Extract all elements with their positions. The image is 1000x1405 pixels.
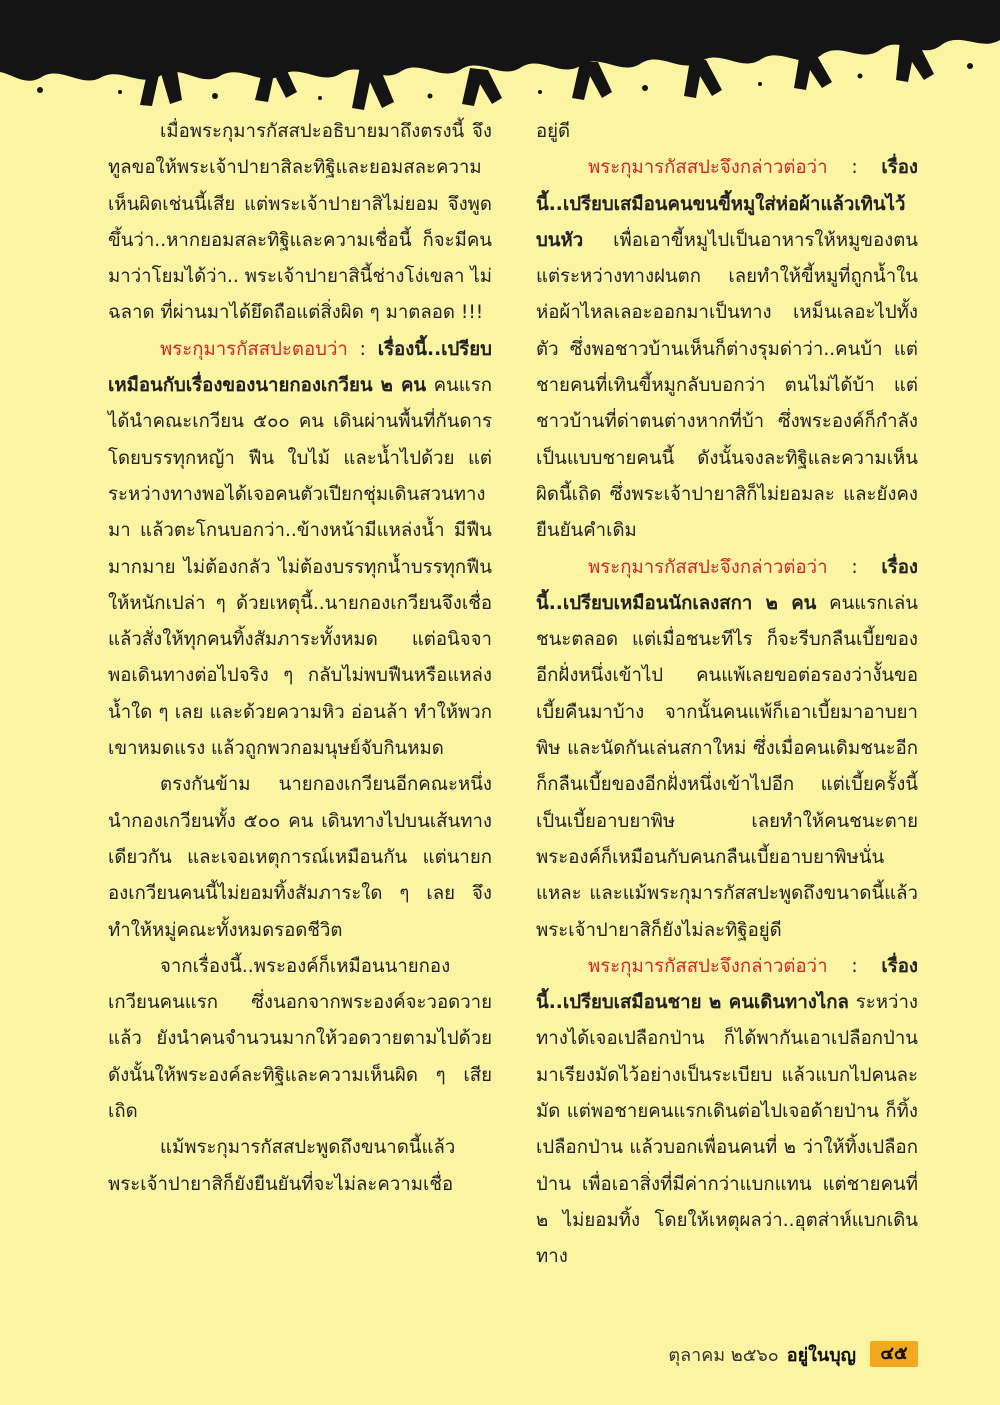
bold-text: เรื่องนี้..เปรียบเสมือนชาย ๒ คนเดินทางไกล <box>536 955 918 1014</box>
bold-text: เรื่องนี้..เปรียบเหมือนนักเลงสกา ๒ คน <box>536 556 918 614</box>
separator: : <box>827 955 882 977</box>
paragraph <box>536 114 918 150</box>
paragraph <box>108 1130 492 1203</box>
page-number: ๔๕ <box>870 1341 918 1367</box>
page-footer <box>668 1340 918 1368</box>
magazine-name: อยู่ในบุญ <box>786 1344 856 1366</box>
speaker-label: พระกุมารกัสสปะจึงกล่าวต่อว่า <box>588 556 828 578</box>
text-run: อยู่ดี <box>536 121 571 142</box>
text-run: ตรงกันข้าม นายกองเกวียนอีกคณะหนึ่ง นำกองเกวียนทั้ง ๕๐๐ คน เดินทางไปบนเส้นทางเดียวกัน และเจอเหตุการณ์เหมือนกัน แต่นายกองเกวียนคนนี้ไม่ยอมทิ้งสัมภาระใด ๆ เลย จึงทำให้หมู่คณะทั้งหมดรอดชีวิต <box>108 774 492 941</box>
text-run: แม้พระกุมารกัสสปะพูดถึงขนาดนี้แล้ว พระเจ้าปายาสิก็ยังยืนยันที่จะไม่ละความเชื่อ <box>108 1137 456 1195</box>
text-run: ระหว่างทางได้เจอเปลือกป่าน ก็ได้พากันเอาเปลือกป่านมาเรียงมัดไว้อย่างเป็นระเบียบ แล้วแบกไปคนละมัด แต่พอชายคนแรกเดินต่อไปเจอด้ายป่าน ก็ทิ้งเปลือกป่าน แล้วบอกเพื่อนคนที่ ๒ ว่าให้ทิ้งเปลือกป่าน เพื่อเอาสิ่งที่มีค่ากว่าแบกแทน แต่ชายคนที่ ๒ ไม่ยอมทิ้ง โดยให้เหตุผลว่า..อุตส่าห์แบกเดินทาง <box>536 992 918 1268</box>
separator: : <box>347 338 378 360</box>
text-run: เมื่อพระกุมารกัสสปะอธิบายมาถึงตรงนี้ จึงทูลขอให้พระเจ้าปายาสิละทิฐิและยอมสละความเห็นผิดเช่นนี้เสีย แต่พระเจ้าปายาสิไม่ยอม จึงพูดขึ้นว่า..หากยอมสละทิฐิและความเชื่อนี้ ก็จะมีคนมาว่าโยมได้ว่า.. พระเจ้าปายาสินี้ช่างโง่เขลา ไม่ฉลาด ที่ผ่านมาได้ยึดถือแต่สิ่งผิด ๆ มาตลอด !!! <box>108 121 492 324</box>
bold-text: เรื่องนี้..เปรียบเสมือนคนขนขี้หมูใส่ห่อผ้าแล้วเทินไว้บนหัว <box>536 157 918 251</box>
left-text-column <box>108 114 492 1203</box>
text-run: จากเรื่องนี้..พระองค์ก็เหมือนนายกองเกวียนคนแรก ซึ่งนอกจากพระองค์จะวอดวายแล้ว ยังนำคนจำนวนมากให้วอดวายตามไปด้วย ดังนั้นให้พระองค์ละทิฐิและความเห็นผิด ๆ เสียเถิด <box>108 955 492 1123</box>
issue-date: ตุลาคม ๒๕๖๐ <box>668 1344 779 1366</box>
paragraph <box>108 767 492 948</box>
bold-text: เรื่องนี้..เปรียบเหมือนกับเรื่องของนายกองเกวียน ๒ คน <box>108 338 492 397</box>
text-run: คนแรกได้นำคณะเกวียน ๕๐๐ คน เดินผ่านพื้นที่กันดารโดยบรรทุกหญ้า ฟืน ใบไม้ และน้ำไปด้วย แต่ระหว่างทางพอได้เจอคนตัวเปียกชุ่มเดินสวนทางมา แล้วตะโกนบอกว่า..ข้างหน้ามีแหล่งน้ำ มีฟืนมากมาย ไม่ต้องกลัว ไม่ต้องบรรทุกน้ำบรรทุกฟืนให้หนักเปล่า ๆ ด้วยเหตุนี้..นายกองเกวียนจึงเชื่อ แล้วสั่งให้ทุกคนทิ้งสัมภาระทั้งหมด แต่อนิจจา พอเดินทางต่อไปจริง ๆ กลับไม่พบฟืนหรือแหล่งน้ำใด ๆ เลย และด้วยความหิว อ่อนล้า ทำให้พวกเขาหมดแรง แล้วถูกพวกอมนุษย์จับกินหมด <box>108 375 492 760</box>
text-run: เพื่อเอาขี้หมูไปเป็นอาหารให้หมูของตน แต่ระหว่างทางฝนตก เลยทำให้ขี้หมูที่ถูกน้ำในห่อผ้าไหลเลอะออกมาเป็นทาง เหม็นเลอะไปทั้งตัว ซึ่งพอชาวบ้านเห็นก็ต่างรุมด่าว่า..คนบ้า แต่ชายคนที่เทินขี้หมูกลับบอกว่า ตนไม่ได้บ้า แต่ชาวบ้านที่ด่าตนต่างหากที่บ้า ซึ่งพระองค์ก็กำลังเป็นแบบชายคนนี้ ดังนั้นจงละทิฐิและความเห็นผิดนี้เถิด ซึ่งพระเจ้าปายาสิก็ไม่ยอมละ และยังคงยืนยันคำเดิม <box>536 229 918 542</box>
paragraph <box>536 550 918 949</box>
speaker-label: พระกุมารกัสสปะจึงกล่าวต่อว่า <box>588 157 828 179</box>
separator: : <box>827 157 882 179</box>
paragraph <box>108 332 492 768</box>
paragraph <box>536 150 918 549</box>
separator: : <box>827 556 882 578</box>
right-text-column <box>536 114 918 1276</box>
text-run: คนแรกเล่นชนะตลอด แต่เมื่อชนะทีไร ก็จะรีบกลืนเบี้ยของอีกฝั่งหนึ่งเข้าไป คนแพ้เลยขอต่อรองว่างั้นขอเบี้ยคืนมาบ้าง จากนั้นคนแพ้ก็เอาเบี้ยมาอาบยาพิษ และนัดกันเล่นสกาใหม่ ซึ่งเมื่อคนเดิมชนะอีก ก็กลืนเบี้ยของอีกฝั่งหนึ่งเข้าไปอีก แต่เบี้ยครั้งนี้เป็นเบี้ยอาบยาพิษ เลยทำให้คนชนะตาย พระองค์ก็เหมือนกับคนกลืนเบี้ยอาบยาพิษนั่นแหละ และแม้พระกุมารกัสสปะพูดถึงขนาดนี้แล้ว พระเจ้าปายาสิก็ยังไม่ละทิฐิอยู่ดี <box>536 592 918 941</box>
speaker-label: พระกุมารกัสสปะจึงกล่าวต่อว่า <box>588 955 828 977</box>
paragraph <box>108 114 492 332</box>
speaker-label: พระกุมารกัสสปะตอบว่า <box>160 338 348 360</box>
paragraph <box>536 949 918 1276</box>
paragraph <box>108 949 492 1130</box>
header-hands-illustration <box>0 0 1000 120</box>
